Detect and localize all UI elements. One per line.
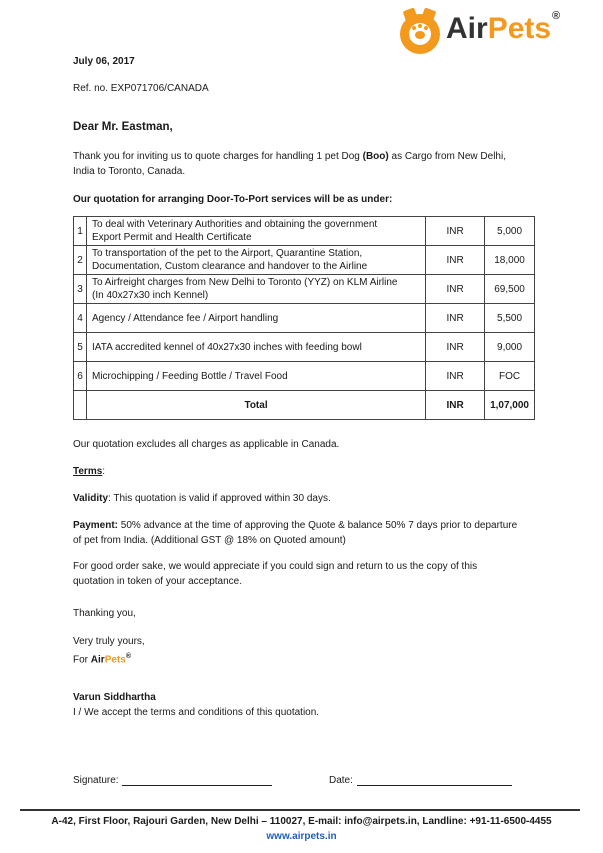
footer-address: A-42, First Floor, Rajouri Garden, New Delhi – 110027, E-mail: info@airpets.in, Landline: +91-11-6500-4455 — [51, 816, 552, 827]
row-currency: INR — [426, 275, 485, 304]
logo-wordmark: AirPets — [446, 12, 552, 45]
payment-term: Payment: 50% advance at the time of approving the Quote & balance 50% 7 days prior to departure of pet from India. (Additional GST @ 18% on Quoted amount) — [73, 520, 518, 546]
letter-date: July 06, 2017 — [73, 56, 135, 67]
quotation-heading: Our quotation for arranging Door-To-Port services will be as under: — [73, 194, 393, 205]
total-currency: INR — [426, 391, 485, 420]
signatory-name: Varun Siddhartha — [73, 692, 156, 703]
row-currency: INR — [426, 333, 485, 362]
row-amount: FOC — [485, 362, 535, 391]
row-currency: INR — [426, 217, 485, 246]
row-number: 1 — [74, 217, 87, 246]
date-line[interactable] — [357, 785, 512, 786]
date-label: Date: — [329, 775, 353, 786]
row-description: To transportation of the pet to the Airport, Quarantine Station, Documentation, Custom clearance and handover to the Airline — [87, 246, 426, 275]
footer-website-link[interactable]: www.airpets.in — [266, 831, 337, 842]
row-number: 4 — [74, 304, 87, 333]
acceptance-statement: I / We accept the terms and conditions of this quotation. — [73, 707, 320, 718]
row-description: To Airfreight charges from New Delhi to Toronto (YYZ) on KLM Airline (In 40x27x30 inch Kennel) — [87, 275, 426, 304]
row-amount: 9,000 — [485, 333, 535, 362]
footer-divider — [20, 809, 580, 811]
intro-paragraph: Thank you for inviting us to quote charges for handling 1 pet Dog (Boo) as Cargo from New Delhi, India to Toronto, Canada. — [73, 151, 506, 177]
row-amount: 18,000 — [485, 246, 535, 275]
pet-name: (Boo) — [362, 151, 389, 162]
quotation-table — [73, 216, 535, 420]
logo-registered-mark: ® — [552, 10, 561, 22]
terms-heading: Terms: — [73, 466, 106, 477]
total-row — [74, 391, 535, 420]
table-row — [74, 333, 535, 362]
row-amount: 69,500 — [485, 275, 535, 304]
table-row — [74, 304, 535, 333]
signature-line[interactable] — [122, 785, 272, 786]
row-currency: INR — [426, 304, 485, 333]
row-description: Microchipping / Feeding Bottle / Travel Food — [87, 362, 426, 391]
table-row — [74, 362, 535, 391]
row-currency: INR — [426, 362, 485, 391]
table-row — [74, 217, 535, 246]
row-number: 6 — [74, 362, 87, 391]
row-number: 2 — [74, 246, 87, 275]
row-description: To deal with Veterinary Authorities and obtaining the government Export Permit and Health Certificate — [87, 217, 426, 246]
row-number: 5 — [74, 333, 87, 362]
reference-number: Ref. no. EXP071706/CANADA — [73, 83, 209, 94]
good-order-paragraph: For good order sake, we would appreciate if you could sign and return to us the copy of this quotation in token of your acceptance. — [73, 561, 478, 587]
row-description: Agency / Attendance fee / Airport handling — [87, 304, 426, 333]
for-airpets-line: For AirPets® — [73, 653, 131, 666]
thanking-line: Thanking you, — [73, 608, 136, 619]
row-number: 3 — [74, 275, 87, 304]
salutation: Dear Mr. Eastman, — [73, 121, 173, 133]
validity-term: Validity: This quotation is valid if approved within 30 days. — [73, 493, 331, 504]
signature-label: Signature: — [73, 775, 119, 786]
total-amount: 1,07,000 — [485, 391, 535, 420]
dog-paw-logo-icon — [400, 14, 440, 54]
total-label: Total — [87, 391, 426, 420]
row-description: IATA accredited kennel of 40x27x30 inches with feeding bowl — [87, 333, 426, 362]
closing-line: Very truly yours, — [73, 636, 145, 647]
row-amount: 5,500 — [485, 304, 535, 333]
table-row — [74, 275, 535, 304]
table-row — [74, 246, 535, 275]
row-amount: 5,000 — [485, 217, 535, 246]
exclusion-note: Our quotation excludes all charges as applicable in Canada. — [73, 439, 340, 450]
row-currency: INR — [426, 246, 485, 275]
